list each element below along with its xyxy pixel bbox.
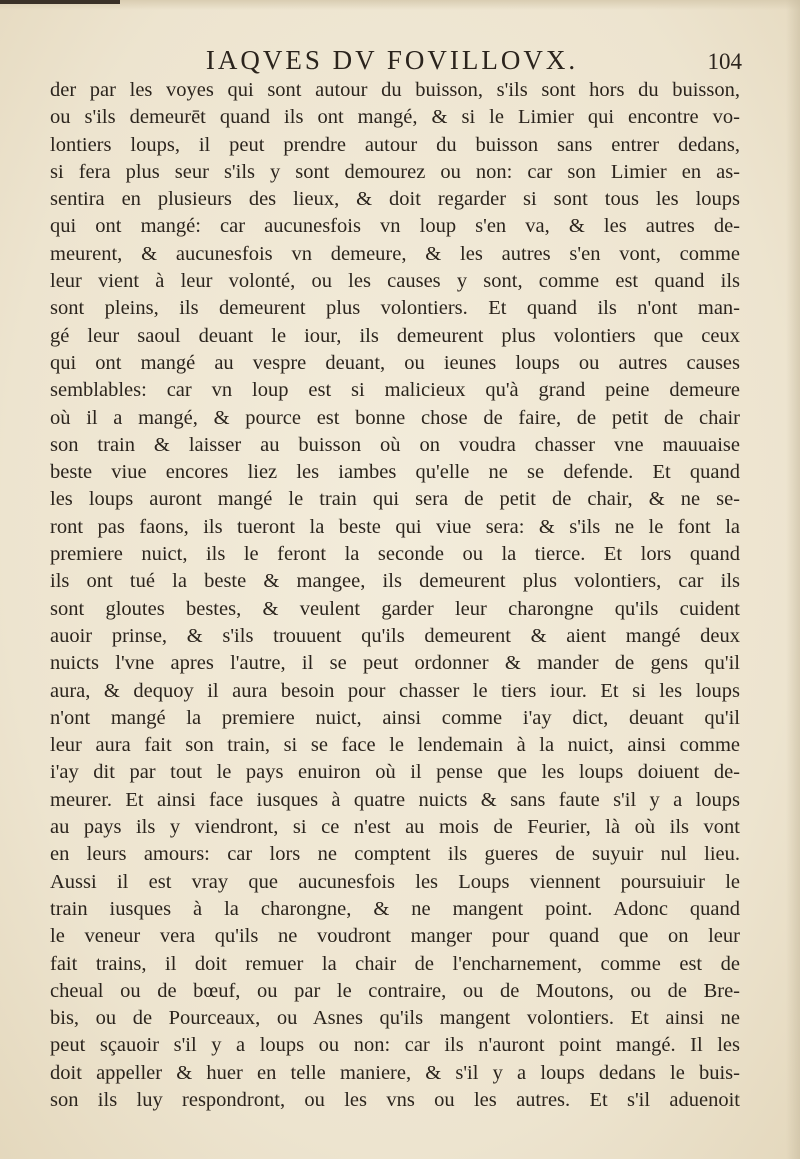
text-line: Aussi il est vray que aucunesfois les Loups viennent poursuiuir le	[50, 870, 740, 893]
body-text	[50, 77, 740, 1114]
text-line: son ils luy respondront, ou les vns ou les autres. Et s'il aduenoit	[50, 1088, 740, 1111]
running-title: IAQVES DV FOVILLOVX.	[205, 45, 579, 75]
text-line: meurent, & aucunesfois vn demeure, & les autres s'en vont, comme	[50, 242, 740, 265]
text-line: premiere nuict, ils le feront la seconde ou la tierce. Et lors quand	[50, 543, 740, 566]
text-line: auoir prinse, & s'ils trouuent qu'ils demeurent & aient mangé deux	[50, 624, 740, 647]
text-line: cheual ou de bœuf, ou par le contraire, ou de Moutons, ou de Bre-	[50, 979, 740, 1002]
text-line: sont gloutes bestes, & veulent garder leur charongne qu'ils cuident	[50, 597, 740, 620]
text-line: lontiers loups, il peut prendre autour du buisson sans entrer dedans,	[50, 133, 740, 156]
text-line: nuicts l'vne apres l'autre, il se peut ordonner & mander de gens qu'il	[50, 652, 740, 675]
text-line: qui ont mangé: car aucunesfois vn loup s'en va, & les autres de-	[50, 215, 740, 238]
text-line: en leurs amours: car lors ne comptent ils gueres de suyuir nul lieu.	[50, 843, 740, 866]
text-line: meurer. Et ainsi face iusques à quatre nuicts & sans faute s'il y a loups	[50, 788, 740, 811]
text-line: i'ay dit par tout le pays enuiron où il pense que les loups doiuent de-	[50, 761, 740, 784]
text-line: bis, ou de Pourceaux, ou Asnes qu'ils mangent volontiers. Et ainsi ne	[50, 1007, 740, 1030]
page-top-edge	[0, 0, 800, 10]
text-line: les loups auront mangé le train qui sera de petit de chair, & ne se-	[50, 488, 740, 511]
text-line: peut sçauoir s'il y a loups ou non: car ils n'auront point mangé. Il les	[50, 1034, 740, 1057]
text-line: ou s'ils demeurēt quand ils ont mangé, & si le Limier qui encontre vo-	[50, 106, 740, 129]
page-corner-mark	[0, 0, 120, 4]
text-line: sentira en plusieurs des lieux, & doit regarder si sont tous les loups	[50, 188, 740, 211]
text-line: aura, & dequoy il aura besoin pour chasser le tiers iour. Et si les loups	[50, 679, 740, 702]
text-line: train iusques à la charongne, & ne mangent point. Adonc quand	[50, 897, 740, 920]
text-line: où il a mangé, & pource est bonne chose de faire, de petit de chair	[50, 406, 740, 429]
text-line: leur vient à leur volonté, ou les causes y sont, comme est quand ils	[50, 270, 740, 293]
text-line: gé leur saoul deuant le iour, ils demeurent plus volontiers que ceux	[50, 324, 740, 347]
text-line: son train & laisser au buisson où on voudra chasser vne mauuaise	[50, 433, 740, 456]
text-line: n'ont mangé la premiere nuict, ainsi comme i'ay dict, deuant qu'il	[50, 706, 740, 729]
text-line: der par les voyes qui sont autour du buisson, s'ils sont hors du buisson,	[50, 79, 740, 101]
text-line: ront pas faons, ils tueront la beste qui viue sera: & s'ils ne le font la	[50, 515, 740, 538]
page-number: 104	[707, 49, 742, 74]
text-line: le veneur vera qu'ils ne voudront manger pour quand que on leur	[50, 925, 740, 948]
text-line: fait trains, il doit remuer la chair de l'encharnement, comme est de	[50, 952, 740, 975]
text-line: si fera plus seur s'ils y sont demourez ou non: car son Limier en as-	[50, 160, 740, 183]
text-line: doit appeller & huer en telle maniere, & s'il y a loups dedans le buis-	[50, 1061, 740, 1084]
text-line: leur aura fait son train, si se face le lendemain à la nuict, ainsi comme	[50, 734, 740, 757]
page-edge-shadow	[786, 0, 800, 1159]
text-line: beste viue encores liez les iambes qu'elle ne se defende. Et quand	[50, 461, 740, 484]
text-line: qui ont mangé au vespre deuant, ou ieunes loups ou autres causes	[50, 351, 740, 374]
text-line: au pays ils y viendront, si ce n'est au mois de Feurier, là où ils vont	[50, 816, 740, 839]
text-line: sont pleins, ils demeurent plus volontiers. Et quand ils n'ont man-	[50, 297, 740, 320]
text-line: ils ont tué la beste & mangee, ils demeurent plus volontiers, car ils	[50, 570, 740, 593]
running-head	[52, 40, 742, 80]
text-line: semblables: car vn loup est si malicieux qu'à grand peine demeure	[50, 379, 740, 402]
